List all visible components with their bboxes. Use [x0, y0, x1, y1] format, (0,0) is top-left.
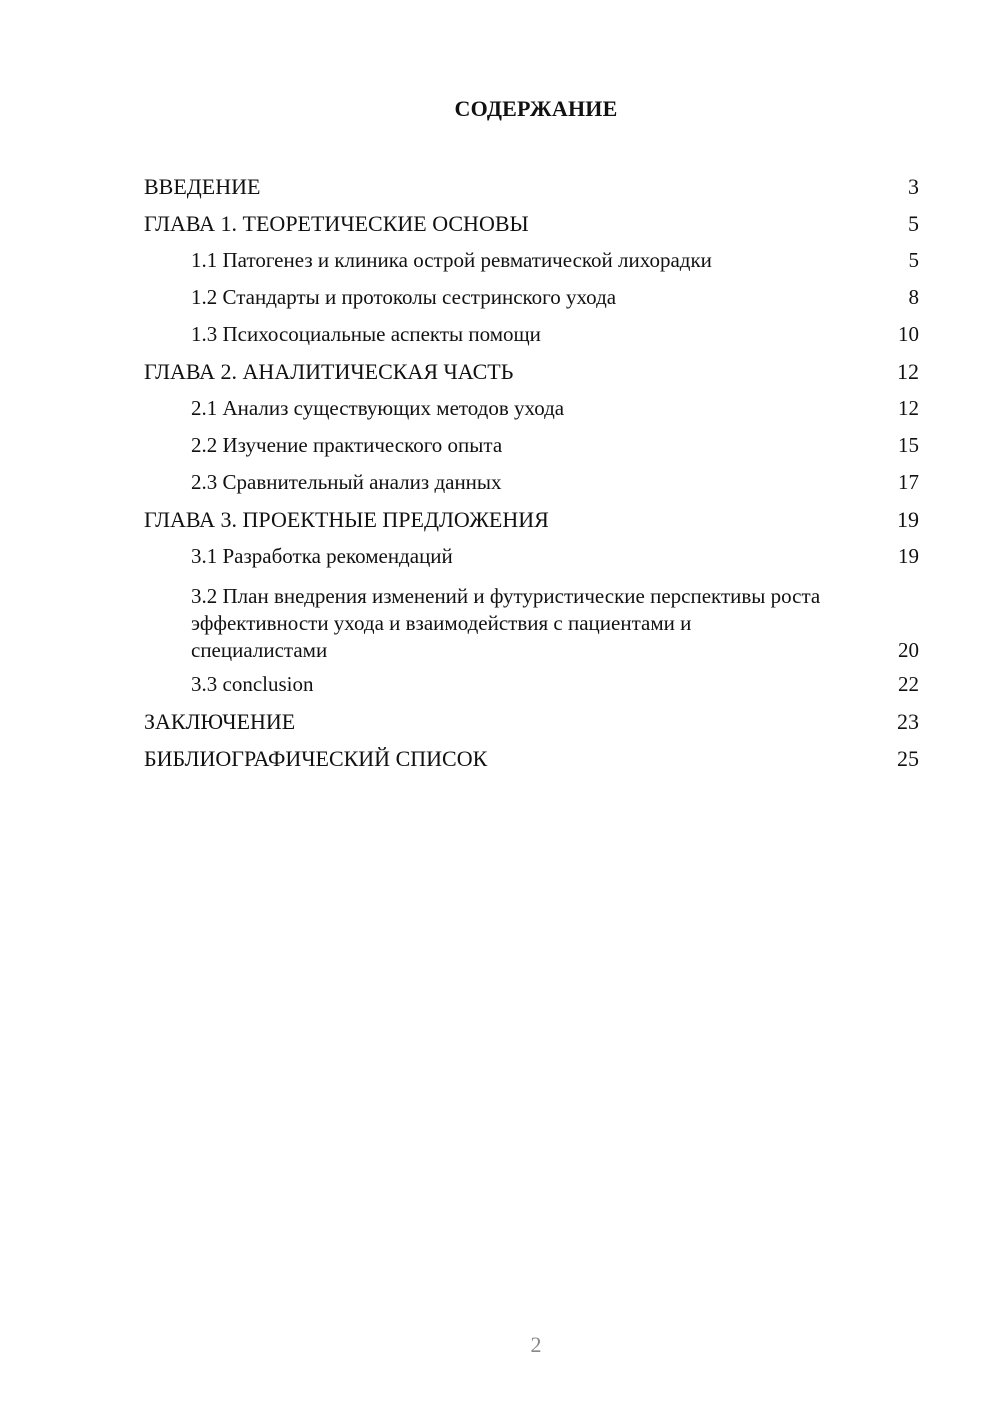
- toc-entry-section-2-1[interactable]: [144, 390, 919, 427]
- toc-entry-section-2-3[interactable]: [144, 464, 919, 501]
- toc-entry-page: 3: [908, 174, 919, 199]
- toc-entry-text: 3.3 conclusion: [191, 672, 314, 696]
- toc-entry-conclusion[interactable]: [144, 703, 919, 740]
- toc-entry-bibliography[interactable]: [144, 740, 919, 777]
- toc-entry-page: 12: [898, 396, 919, 420]
- toc-entry-text: 1.2 Стандарты и протоколы сестринского ухода: [191, 285, 617, 309]
- toc-entry-page: 5: [908, 248, 919, 272]
- toc-entry-text: ГЛАВА 3. ПРОЕКТНЫЕ ПРЕДЛОЖЕНИЯ: [144, 507, 549, 532]
- toc-entry-text: ЗАКЛЮЧЕНИЕ: [144, 709, 296, 734]
- toc-entry-section-3-3[interactable]: [144, 666, 919, 703]
- toc-entry-introduction[interactable]: [144, 168, 919, 205]
- toc-entry-text: 1.3 Психосоциальные аспекты помощи: [191, 322, 541, 346]
- toc-entry-text: 3.1 Разработка рекомендаций: [191, 544, 453, 568]
- toc-entry-page: 19: [897, 507, 919, 532]
- toc-entry-page: 23: [897, 709, 919, 734]
- toc-entry-section-3-1[interactable]: [144, 538, 919, 575]
- toc-entry-page: 25: [897, 746, 919, 771]
- toc-entry-chapter-3[interactable]: [144, 501, 919, 538]
- toc-entry-page: 15: [898, 433, 919, 457]
- toc-entry-chapter-1[interactable]: [144, 205, 919, 242]
- toc-entry-chapter-2[interactable]: [144, 353, 919, 390]
- toc-entry-page: 20: [898, 638, 919, 662]
- toc-entry-page: 19: [898, 544, 919, 568]
- toc-entry-text: 2.1 Анализ существующих методов ухода: [191, 396, 565, 420]
- toc-entry-page: 22: [898, 672, 919, 696]
- toc-entry-text: ГЛАВА 2. АНАЛИТИЧЕСКАЯ ЧАСТЬ: [144, 359, 514, 384]
- toc-entry-text: 1.1 Патогенез и клиника острой ревматической лихорадки: [191, 248, 712, 272]
- toc-entry-page: 5: [908, 211, 919, 236]
- toc-entry-page: 12: [897, 359, 919, 384]
- toc-entry-text: 2.3 Сравнительный анализ данных: [191, 470, 502, 494]
- toc-entry-section-1-1[interactable]: [144, 242, 919, 279]
- toc-entry-section-2-2[interactable]: [144, 427, 919, 464]
- toc-entry-text: 3.2 План внедрения изменений и футуристические перспективы роста эффективности ухода и взаимодействия с пациентами и специалистами: [191, 584, 821, 662]
- toc-entry-text: 2.2 Изучение практического опыта: [191, 433, 503, 457]
- toc-entry-section-3-2[interactable]: [144, 575, 919, 666]
- toc-entry-text: ВВЕДЕНИЕ: [144, 174, 261, 199]
- toc-entry-text: БИБЛИОГРАФИЧЕСКИЙ СПИСОК: [144, 746, 488, 771]
- toc-entry-page: 10: [898, 322, 919, 346]
- toc-entry-section-1-3[interactable]: [144, 316, 919, 353]
- table-of-contents: [144, 168, 919, 777]
- toc-entry-section-1-2[interactable]: [144, 279, 919, 316]
- toc-entry-page: 17: [898, 470, 919, 494]
- page-number: 2: [530, 1332, 542, 1357]
- toc-title: СОДЕРЖАНИЕ: [454, 96, 618, 121]
- toc-entry-page: 8: [908, 285, 919, 309]
- toc-entry-text: ГЛАВА 1. ТЕОРЕТИЧЕСКИЕ ОСНОВЫ: [144, 211, 529, 236]
